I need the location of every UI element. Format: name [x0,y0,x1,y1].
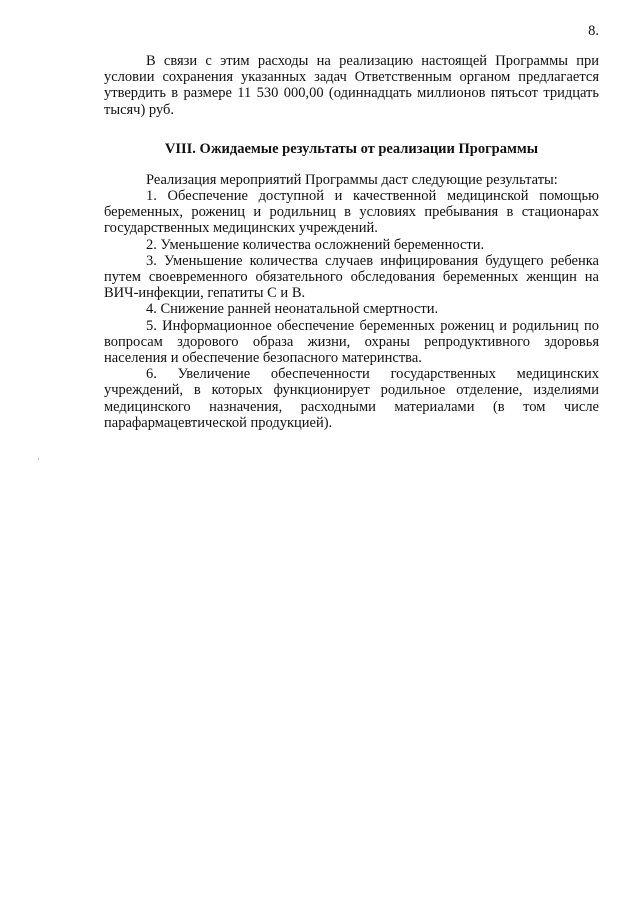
section-heading: VIII. Ожидаемые результаты от реализации Программы [164,140,539,157]
document-body [104,53,599,431]
result-item-2: 2. Уменьшение количества осложнений беременности. [146,236,485,253]
page-number: 8. [588,23,599,39]
scan-margin-mark [38,458,39,460]
section-lead: Реализация мероприятий Программы даст следующие результаты: [146,171,558,188]
intro-paragraph: В связи с этим расходы на реализацию настоящей Программы при условии сохранения указанных задач Ответственным органом предлагается утвердить в размере 11 530 000,00 (одиннадцать миллионов пятьсот тридцать тысяч) руб. [104,53,599,118]
result-item-3: 3. Уменьшение количества случаев инфицирования будущего ребенка путем своевременного обязательного обследования беременных женщин на ВИЧ-инфекции, гепатиты С и В. [104,252,599,302]
result-item-4: 4. Снижение ранней неонатальной смертности. [146,301,439,318]
result-item-5: 5. Информационное обеспечение беременных рожениц и родильниц по вопросам здорового образа жизни, охраны репродуктивного здоровья населения и обеспечение безопасного материнства. [104,317,599,367]
result-item-6: 6. Увеличение обеспеченности государственных медицинских учреждений, в которых функционирует родильное отделение, изделиями медицинского назначения, расходными материалами (в том числе парафармацевтической продукцией). [104,366,599,431]
result-item-1: 1. Обеспечение доступной и качественной медицинской помощью беременных, рожениц и родильниц в условиях пребывания в стационарах государственных медицинских учреждений. [104,188,599,237]
